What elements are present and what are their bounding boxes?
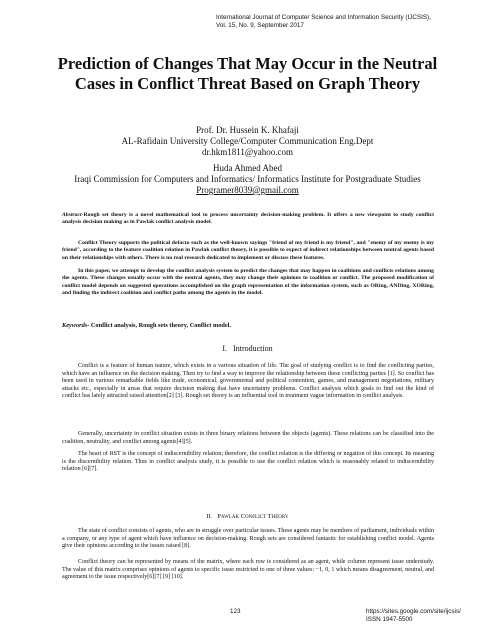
journal-issue: Vol. 15, No. 9, September 2017 [216, 22, 304, 29]
intro-paragraph-1: Conflict is a feature of human nature, which exists in a various situation of life. The goal of studying conflict is to find the conflicting parties, which have an influence on the decision making. Then try to find a way to improve the relationship between these conflicting parties [1]. So conflict has been used in various remarkable fields like trade, economical, governmental and political contention, games, and management negotiations, military attacks etc., especially in areas that require decision making that have uncertainty problems. Conflict analysis which goals to find out the kind of conflict has lately attracted raised attention[2] [3]. Rough set theory is an influential tool in treatment vague information in conflict analysis. [62, 363, 434, 400]
author-affiliation: AL-Rafidain University College/Computer Communication Eng.Dept [121, 136, 374, 146]
footer-url[interactable]: https://sites.google.com/site/ijcsis/ [366, 608, 461, 615]
keywords-text: Conflict analysis, Rough sets theory, Conflict model. [89, 322, 231, 329]
author-name: Huda Ahmed Abed [213, 163, 282, 173]
journal-header [216, 14, 486, 30]
author-block-1 [40, 125, 455, 158]
footer-issn: ISSN 1947-5500 [366, 616, 413, 623]
author-email[interactable]: Programer8039@gmail.com [196, 185, 299, 195]
section-title: Introduction [233, 344, 273, 353]
abstract-paragraph-2: Conflict Theory supports the political defacto such as the well-known sayings "friend of my friend is my friend", and "enemy of my enemy is my friend", according to the feature coalition relation in Pawlak conflict theory, it is possible to expect of indirect relationships between neutral agents based on their relationships with others. There is no real research dedicated to implement or discuss these features. [62, 240, 434, 261]
intro-paragraph-2: Generally, uncertainty in conflict situation exists in three binary relations between the objects (agents). These relations can be classified into the coalition, neutrality, and conflict among agents[4][5]. [62, 431, 434, 445]
footer-info [366, 608, 461, 624]
author-block-2 [40, 163, 455, 196]
author-email[interactable]: dr.hkm1811@yahoo.com [202, 147, 293, 157]
section-number: I. [222, 344, 228, 353]
section-heading-pawlak [40, 512, 455, 522]
abstract-text: Rough set theory is a novel mathematical tool to process uncertainty decision-making problem. It offers a new viewpoint to study conflict analysis decision making as in Pawlak conflict analysis model. [62, 212, 434, 226]
abstract-paragraph-3: In this paper, we attempt to develop the conflict analysis system to predict the changes that may happen in coalitions and conflicts relations among the agents. These changes usually occur with the neutral agents, they may change their opinions to coalition or conflict. The proposed modification of conflict model depends on suggested operations accomplished on the graph representation of the information system, such as ORing, ANDing, XORing, and finding the indirect coalition and conflict paths among the agents in the model. [62, 268, 434, 297]
author-affiliation: Iraqi Commission for Computers and Informatics/ Informatics Institute for Postgraduate Studies [74, 174, 421, 184]
section-title: Pawlak Conflict Theory [217, 513, 289, 520]
keywords [62, 322, 434, 330]
journal-name: International Journal of Computer Science and Information Security (IJCSIS), [216, 14, 431, 21]
paper-title: Prediction of Changes That May Occur in the Neutral Cases in Conflict Threat Based on Graph Theory [57, 54, 438, 93]
pawlak-paragraph-2: Conflict theory can be represented by means of the matrix, where each row is considered as an agent, while column represent issue understudy. The value of this matrix comprises opinions of agents to specific issue restricted to one of three values: −1, 0, 1 which means disagreement, neutral, and agreement to the issue respectively[6][7] [9] [10]. [62, 559, 434, 581]
section-number: II. [206, 513, 213, 520]
abstract-label: Abstract- [62, 212, 84, 218]
pawlak-paragraph-1: The state of conflict consists of agents, who are in struggle over particular issues. These agents may be members of parliament, individuals within a company, or any type of agent which have influence on decision-making. Rough sets are considered fantastic for establishing conflict model. Agents give their opinions according to the issues raised [8]. [62, 528, 434, 550]
intro-paragraph-3: The heart of RST is the concept of indiscernibility relation; therefore, the conflict relation is the differing or negation of this concept. Its meaning is the discernibility relation. Thus in conflict analysis study, it is possible to use the conflict relation which is reasonably related to indiscernibility relation [6][7]. [62, 451, 434, 473]
keywords-label: Keywords- [62, 322, 90, 329]
page-number: 123 [230, 608, 241, 615]
author-name: Prof. Dr. Hussein K. Khafaji [196, 125, 299, 135]
section-heading-introduction [40, 344, 455, 354]
abstract-paragraph-1 [62, 212, 434, 227]
